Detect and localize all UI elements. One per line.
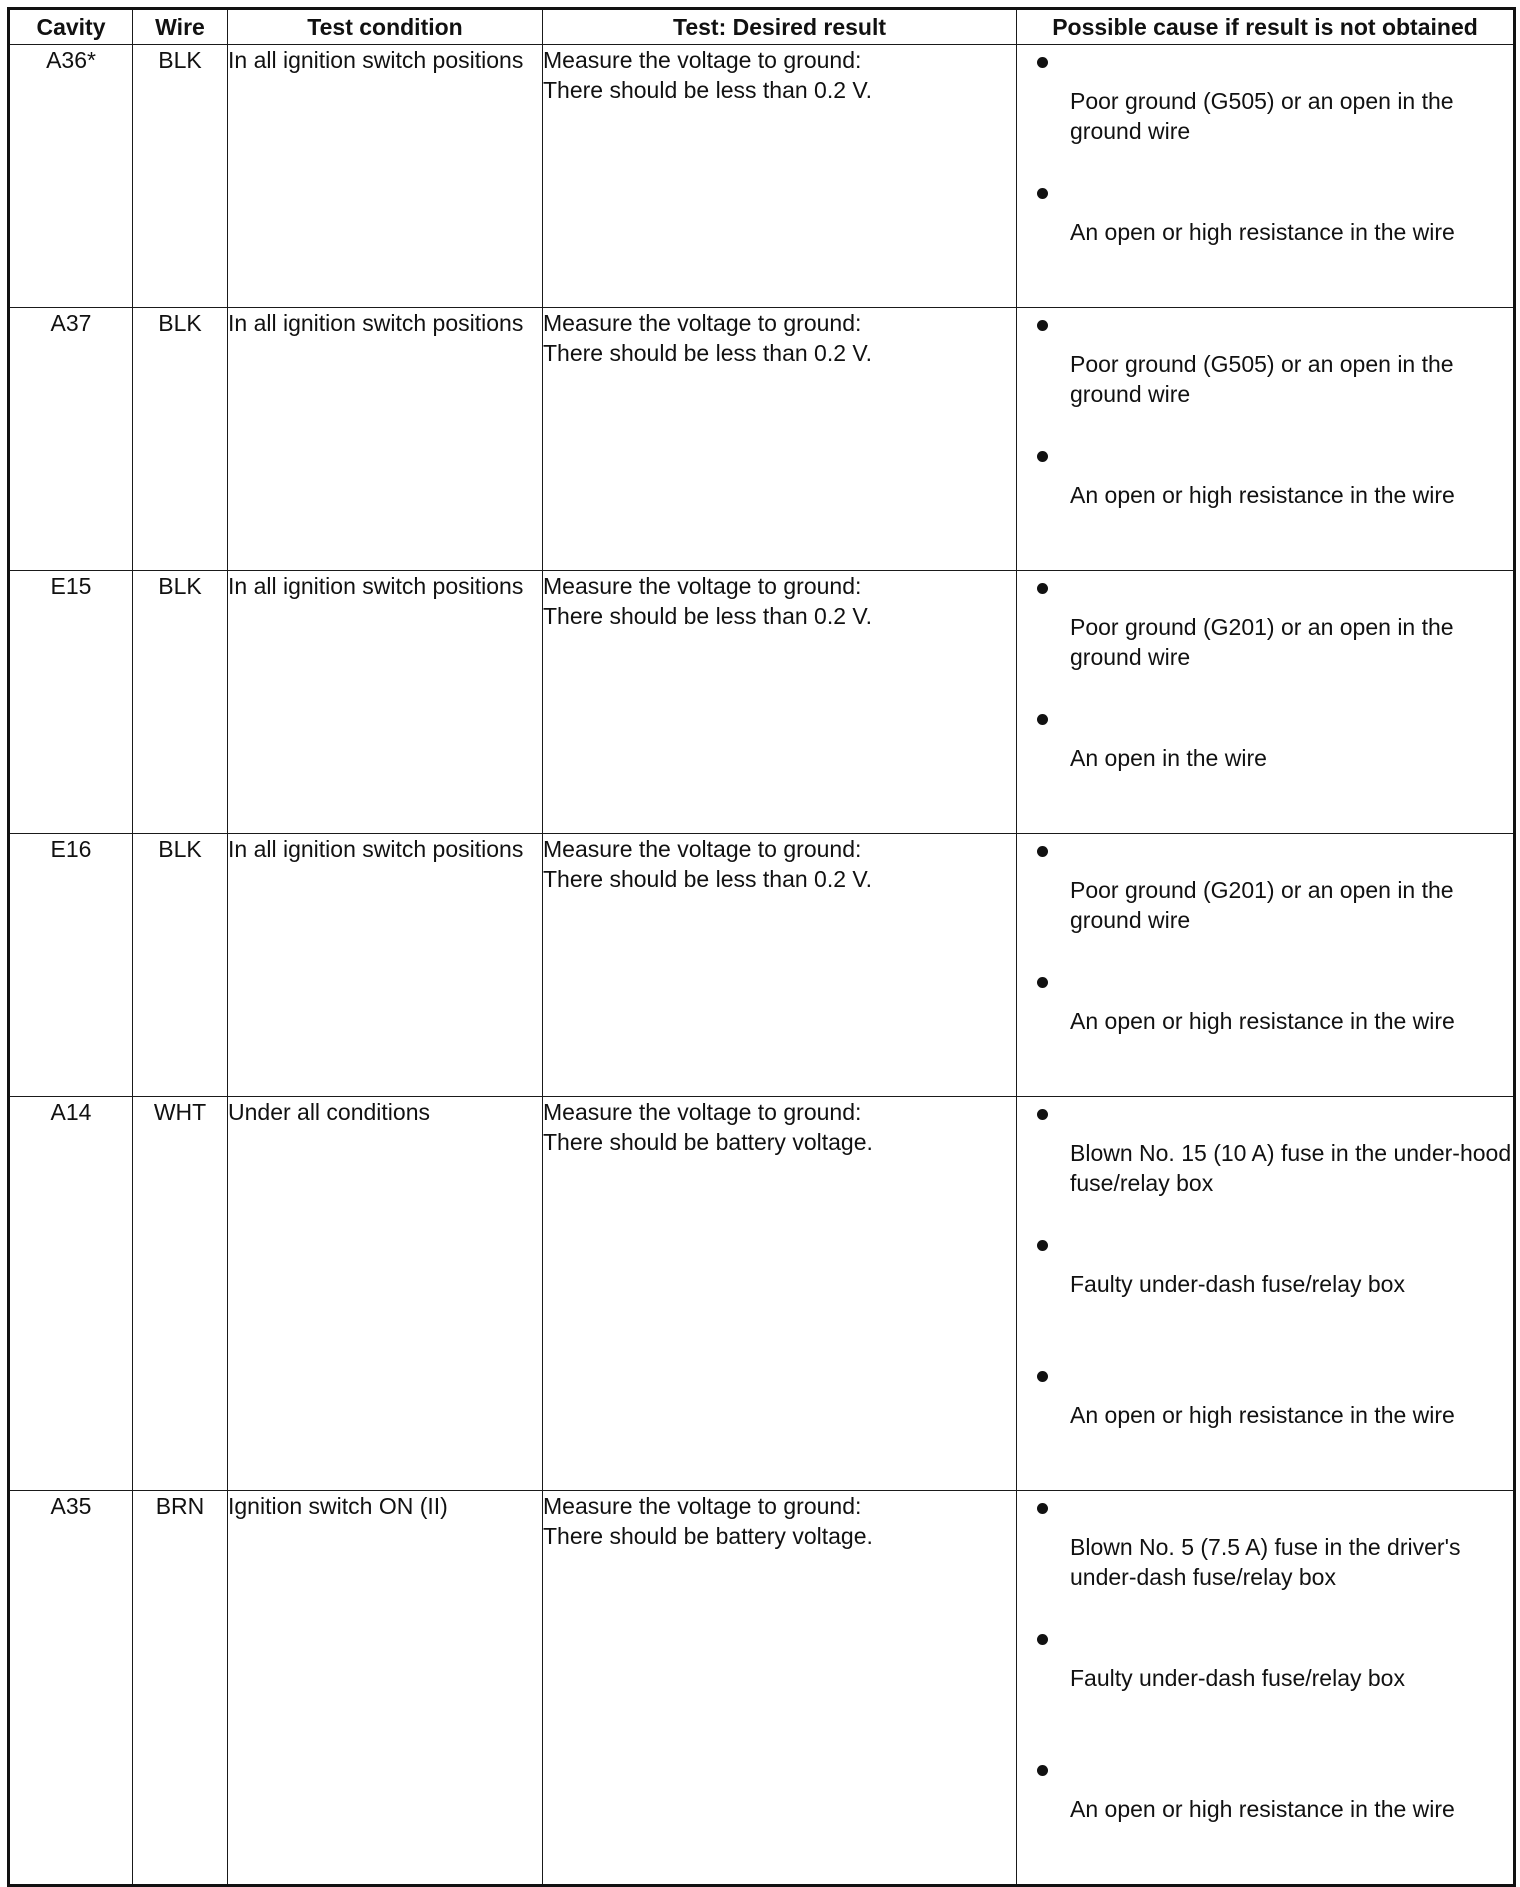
bullet-icon bbox=[1037, 188, 1048, 199]
cause-item bbox=[1017, 1753, 1513, 1884]
cause-item bbox=[1017, 965, 1513, 1096]
bullet-icon bbox=[1037, 977, 1048, 988]
cause-text: Blown No. 5 (7.5 A) fuse in the driver's under-dash fuse/relay box bbox=[1070, 1534, 1461, 1590]
bullet-icon bbox=[1037, 583, 1048, 594]
cavity-cell: A14 bbox=[9, 1097, 133, 1491]
bullet-icon bbox=[1037, 1765, 1048, 1776]
cause-cell bbox=[1017, 45, 1515, 308]
cavity-cell: E15 bbox=[9, 571, 133, 834]
result-cell bbox=[543, 1097, 1017, 1491]
cause-text: Blown No. 15 (10 A) fuse in the under-hood fuse/relay box bbox=[1070, 1140, 1512, 1196]
cause-item bbox=[1017, 45, 1513, 176]
result-cell bbox=[543, 308, 1017, 571]
condition-cell: In all ignition switch positions bbox=[228, 308, 543, 571]
cause-item bbox=[1017, 308, 1513, 439]
cavity-cell: A37 bbox=[9, 308, 133, 571]
cause-cell bbox=[1017, 834, 1515, 1097]
wire-cell: BLK bbox=[133, 308, 228, 571]
bullet-icon bbox=[1037, 1109, 1048, 1120]
result-line: There should be less than 0.2 V. bbox=[543, 340, 873, 366]
cause-item bbox=[1017, 1097, 1513, 1228]
result-line: Measure the voltage to ground: bbox=[543, 836, 862, 862]
result-line: There should be battery voltage. bbox=[543, 1129, 873, 1155]
cause-cell bbox=[1017, 571, 1515, 834]
condition-cell: Under all conditions bbox=[228, 1097, 543, 1491]
bullet-icon bbox=[1037, 57, 1048, 68]
result-line: Measure the voltage to ground: bbox=[543, 310, 862, 336]
condition-cell: Ignition switch ON (II) bbox=[228, 1491, 543, 1886]
wire-cell: BLK bbox=[133, 571, 228, 834]
cavity-cell: A35 bbox=[9, 1491, 133, 1886]
wire-cell: WHT bbox=[133, 1097, 228, 1491]
wire-cell: BLK bbox=[133, 45, 228, 308]
result-cell bbox=[543, 45, 1017, 308]
header-cavity: Cavity bbox=[9, 9, 133, 45]
cause-text: Poor ground (G201) or an open in the ground wire bbox=[1070, 877, 1454, 933]
table-row bbox=[9, 308, 1515, 571]
bullet-icon bbox=[1037, 846, 1048, 857]
cause-text: An open or high resistance in the wire bbox=[1070, 482, 1455, 508]
table-row bbox=[9, 1097, 1515, 1491]
result-line: There should be less than 0.2 V. bbox=[543, 77, 873, 103]
bullet-icon bbox=[1037, 1634, 1048, 1645]
wire-cell: BLK bbox=[133, 834, 228, 1097]
result-cell bbox=[543, 1491, 1017, 1886]
result-line: Measure the voltage to ground: bbox=[543, 1493, 862, 1519]
cause-text: An open or high resistance in the wire bbox=[1070, 219, 1455, 245]
cause-text: Faulty under-dash fuse/relay box bbox=[1070, 1665, 1405, 1691]
result-cell bbox=[543, 571, 1017, 834]
header-row bbox=[9, 9, 1515, 45]
bullet-icon bbox=[1037, 320, 1048, 331]
cause-item bbox=[1017, 702, 1513, 833]
header-desired-result: Test: Desired result bbox=[543, 9, 1017, 45]
result-line: There should be battery voltage. bbox=[543, 1523, 873, 1549]
cause-item bbox=[1017, 571, 1513, 702]
result-cell bbox=[543, 834, 1017, 1097]
cause-text: An open or high resistance in the wire bbox=[1070, 1402, 1455, 1428]
cause-item bbox=[1017, 1359, 1513, 1490]
header-test-condition: Test condition bbox=[228, 9, 543, 45]
cause-text: An open or high resistance in the wire bbox=[1070, 1008, 1455, 1034]
table-row bbox=[9, 45, 1515, 308]
result-line: There should be less than 0.2 V. bbox=[543, 866, 873, 892]
cause-item bbox=[1017, 834, 1513, 965]
cause-cell bbox=[1017, 308, 1515, 571]
condition-cell: In all ignition switch positions bbox=[228, 834, 543, 1097]
cause-text: Poor ground (G505) or an open in the ground wire bbox=[1070, 88, 1454, 144]
bullet-icon bbox=[1037, 1240, 1048, 1251]
condition-cell: In all ignition switch positions bbox=[228, 45, 543, 308]
cavity-cell: A36* bbox=[9, 45, 133, 308]
bullet-icon bbox=[1037, 1503, 1048, 1514]
cause-item bbox=[1017, 1228, 1513, 1359]
table-row bbox=[9, 571, 1515, 834]
cause-text: Poor ground (G201) or an open in the ground wire bbox=[1070, 614, 1454, 670]
cause-item bbox=[1017, 439, 1513, 570]
cavity-cell: E16 bbox=[9, 834, 133, 1097]
cause-cell bbox=[1017, 1097, 1515, 1491]
cause-text: Poor ground (G505) or an open in the ground wire bbox=[1070, 351, 1454, 407]
cause-text: Faulty under-dash fuse/relay box bbox=[1070, 1271, 1405, 1297]
wire-cell: BRN bbox=[133, 1491, 228, 1886]
result-line: Measure the voltage to ground: bbox=[543, 47, 862, 73]
cause-text: An open or high resistance in the wire bbox=[1070, 1796, 1455, 1822]
bullet-icon bbox=[1037, 714, 1048, 725]
header-possible-cause: Possible cause if result is not obtained bbox=[1017, 9, 1515, 45]
connector-test-table bbox=[7, 7, 1516, 1887]
result-line: Measure the voltage to ground: bbox=[543, 573, 862, 599]
cause-item bbox=[1017, 1622, 1513, 1753]
header-wire: Wire bbox=[133, 9, 228, 45]
table-row bbox=[9, 1491, 1515, 1886]
bullet-icon bbox=[1037, 451, 1048, 462]
result-line: Measure the voltage to ground: bbox=[543, 1099, 862, 1125]
result-line: There should be less than 0.2 V. bbox=[543, 603, 873, 629]
condition-cell: In all ignition switch positions bbox=[228, 571, 543, 834]
table-row bbox=[9, 834, 1515, 1097]
cause-cell bbox=[1017, 1491, 1515, 1886]
bullet-icon bbox=[1037, 1371, 1048, 1382]
cause-text: An open in the wire bbox=[1070, 745, 1267, 771]
cause-item bbox=[1017, 176, 1513, 307]
cause-item bbox=[1017, 1491, 1513, 1622]
